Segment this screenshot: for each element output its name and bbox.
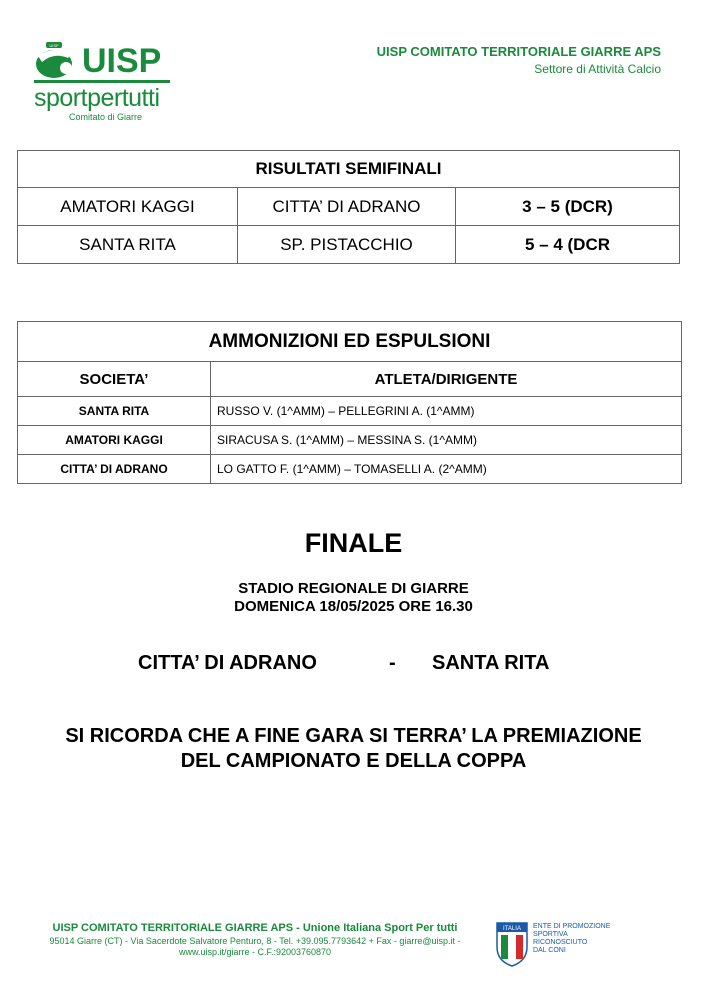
- footer-address: 95014 Giarre (CT) - Via Sacerdote Salvatore Penturo, 8 - Tel. +39.095.7793642 + Fax - giarre@uisp.it - www.uisp.it/giarre - C.F.:92003760870: [49, 936, 461, 957]
- match-score: 5 – 4 (DCR: [456, 226, 680, 264]
- final-home-team: CITTA’ DI ADRANO: [138, 652, 317, 674]
- coni-text-line: SPORTIVA: [533, 931, 568, 938]
- final-venue: STADIO REGIONALE DI GIARRE: [238, 580, 469, 597]
- logo-sportpertutti-text: sportpertutti: [34, 84, 160, 112]
- athletes-list: RUSSO V. (1^AMM) – PELLEGRINI A. (1^AMM): [211, 397, 682, 426]
- table-row: [18, 397, 682, 426]
- society-name: SANTA RITA: [18, 397, 211, 426]
- reminder-line-2: DEL CAMPIONATO E DELLA COPPA: [180, 750, 527, 772]
- final-separator: -: [389, 652, 396, 674]
- org-title: UISP COMITATO TERRITORIALE GIARRE APS: [376, 44, 661, 59]
- disciplinary-table: [17, 321, 682, 484]
- final-datetime: DOMENICA 18/05/2025 ORE 16.30: [234, 598, 473, 615]
- coni-recognition-text: [533, 923, 610, 955]
- away-team: CITTA’ DI ADRANO: [238, 188, 456, 226]
- final-away-team: SANTA RITA: [432, 652, 550, 674]
- org-subtitle: Settore di Attività Calcio: [534, 62, 661, 76]
- final-venue-block: [0, 580, 707, 616]
- logo-small-text: UISP: [49, 43, 59, 48]
- runner-logo-icon: [32, 42, 80, 80]
- award-reminder: [0, 724, 707, 774]
- athletes-list: SIRACUSA S. (1^AMM) – MESSINA S. (1^AMM): [211, 426, 682, 455]
- logo-uisp-text: UISP: [82, 42, 162, 80]
- society-name: CITTA’ DI ADRANO: [18, 455, 211, 484]
- away-team: SP. PISTACCHIO: [238, 226, 456, 264]
- table-row: [18, 455, 682, 484]
- reminder-line-1: SI RICORDA CHE A FINE GARA SI TERRA’ LA PREMIAZIONE: [65, 725, 642, 747]
- home-team: AMATORI KAGGI: [18, 188, 238, 226]
- table-header-row: [18, 362, 682, 397]
- athletes-list: LO GATTO F. (1^AMM) – TOMASELLI A. (2^AMM): [211, 455, 682, 484]
- footer-org-name: UISP COMITATO TERRITORIALE GIARRE APS - Unione Italiana Sport Per tutti: [52, 922, 458, 934]
- logo-subtitle: Comitato di Giarre: [69, 112, 143, 122]
- disciplinary-title: AMMONIZIONI ED ESPULSIONI: [18, 322, 682, 362]
- table-title-row: [18, 151, 680, 188]
- final-title: FINALE: [304, 528, 403, 558]
- coni-badge: [495, 921, 615, 969]
- table-row: [18, 188, 680, 226]
- coni-text-line: ENTE DI PROMOZIONE: [533, 923, 611, 930]
- table-title-row: [18, 322, 682, 362]
- coni-text-line: DAL CONI: [533, 947, 566, 954]
- table-row: [18, 226, 680, 264]
- uisp-logo: [32, 42, 182, 124]
- society-name: AMATORI KAGGI: [18, 426, 211, 455]
- column-header-society: SOCIETA’: [18, 362, 211, 397]
- logo-divider: [34, 80, 170, 83]
- italia-shield-icon: [495, 921, 529, 967]
- match-score: 3 – 5 (DCR): [456, 188, 680, 226]
- semifinal-title: RISULTATI SEMIFINALI: [18, 151, 680, 188]
- semifinal-results-table: [17, 150, 680, 264]
- home-team: SANTA RITA: [18, 226, 238, 264]
- column-header-athlete: ATLETA/DIRIGENTE: [211, 362, 682, 397]
- table-row: [18, 426, 682, 455]
- coni-text-line: RICONOSCIUTO: [533, 939, 588, 946]
- shield-label: ITALIA: [503, 926, 521, 932]
